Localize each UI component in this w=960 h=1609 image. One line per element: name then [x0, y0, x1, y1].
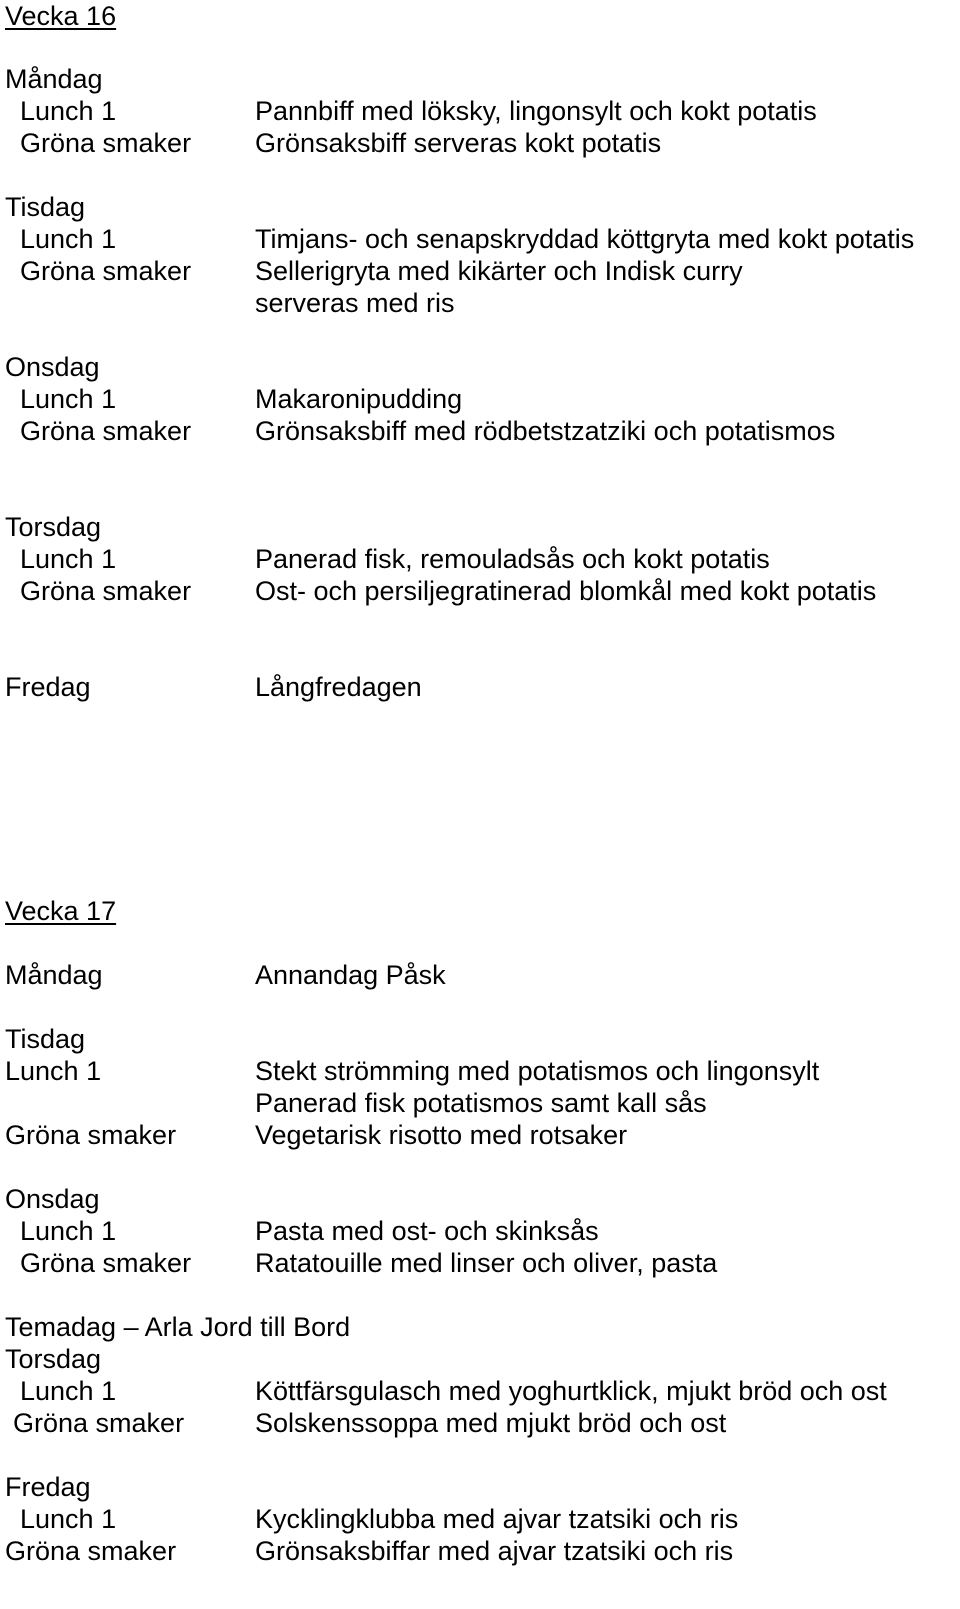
green-dish: Grönsaksbiff med rödbetstzatziki och potatismos [255, 416, 836, 446]
lunch-dish: Timjans- och senapskryddad köttgryta med kokt potatis [255, 224, 915, 254]
day-label: Tisdag [5, 1024, 86, 1054]
green-label: Gröna smaker [20, 256, 192, 286]
green-dish: Ost- och persiljegratinerad blomkål med kokt potatis [255, 576, 877, 606]
lunch-dish: Pannbiff med löksky, lingonsylt och kokt potatis [255, 96, 817, 126]
green-label: Gröna smaker [20, 128, 192, 158]
green-label: Gröna smaker [20, 576, 192, 606]
week-title: Vecka 17 [5, 896, 117, 926]
lunch-dish: Kycklingklubba med ajvar tzatsiki och ris [255, 1504, 739, 1534]
green-dish: Ratatouille med linser och oliver, pasta [255, 1248, 718, 1278]
lunch-dish: Makaronipudding [255, 384, 463, 414]
day-label: Måndag [5, 64, 103, 94]
day-label: Torsdag [5, 1344, 102, 1374]
day-note: Långfredagen [255, 672, 422, 702]
lunch-dish: Panerad fisk, remouladsås och kokt potatis [255, 544, 770, 574]
green-label: Gröna smaker [5, 1120, 177, 1150]
green-dish: Sellerigryta med kikärter och Indisk curry [255, 256, 743, 286]
lunch-label: Lunch 1 [20, 224, 117, 254]
lunch-dish-alt: Panerad fisk potatismos samt kall sås [255, 1088, 707, 1118]
green-label: Gröna smaker [20, 1248, 192, 1278]
day-note: Annandag Påsk [255, 960, 446, 990]
week-title: Vecka 16 [5, 1, 117, 31]
lunch-label: Lunch 1 [20, 1376, 117, 1406]
green-label: Gröna smaker [5, 1536, 177, 1566]
day-label: Fredag [5, 1472, 91, 1502]
day-label: Fredag [5, 672, 91, 702]
lunch-dish: Köttfärsgulasch med yoghurtklick, mjukt bröd och ost [255, 1376, 887, 1406]
lunch-dish: Stekt strömming med potatismos och lingonsylt [255, 1056, 820, 1086]
lunch-dish: Pasta med ost- och skinksås [255, 1216, 599, 1246]
green-dish: Solskenssoppa med mjukt bröd och ost [255, 1408, 727, 1438]
green-dish: Grönsaksbiffar med ajvar tzatsiki och ris [255, 1536, 734, 1566]
day-label: Tisdag [5, 192, 86, 222]
day-label: Torsdag [5, 512, 102, 542]
day-label: Måndag [5, 960, 103, 990]
day-label: Onsdag [5, 1184, 100, 1214]
green-dish: Vegetarisk risotto med rotsaker [255, 1120, 628, 1150]
lunch-label: Lunch 1 [20, 1216, 117, 1246]
theme-day-title: Temadag – Arla Jord till Bord [5, 1312, 351, 1342]
lunch-label: Lunch 1 [20, 544, 117, 574]
day-label: Onsdag [5, 352, 100, 382]
green-dish-continued: serveras med ris [255, 288, 455, 318]
green-dish: Grönsaksbiff serveras kokt potatis [255, 128, 662, 158]
lunch-label: Lunch 1 [20, 96, 117, 126]
lunch-label: Lunch 1 [20, 384, 117, 414]
lunch-label: Lunch 1 [5, 1056, 102, 1086]
green-label: Gröna smaker [13, 1408, 185, 1438]
lunch-label: Lunch 1 [20, 1504, 117, 1534]
green-label: Gröna smaker [20, 416, 192, 446]
